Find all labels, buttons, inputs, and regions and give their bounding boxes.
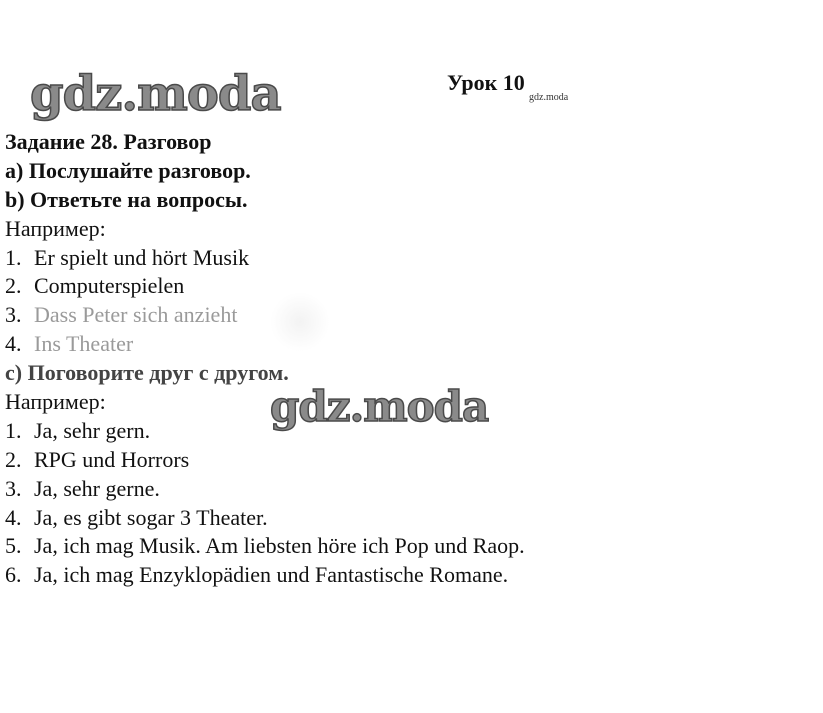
answer-text: Dass Peter sich anzieht: [34, 302, 238, 328]
answer-number: 6.: [5, 562, 22, 588]
lesson-title: Урок 10: [447, 70, 525, 95]
part-b-instruction: b) Ответьте на вопросы.: [5, 186, 248, 212]
answer-text: Computerspielen: [34, 273, 185, 299]
answer-c-5: [5, 532, 805, 561]
answer-text: Ja, ich mag Musik. Am liebsten höre ich Pop und Raop.: [34, 533, 525, 559]
answer-c-4: [5, 504, 805, 533]
answer-text: Ins Theater: [34, 331, 134, 357]
task-title: Задание 28. Разговор: [5, 129, 212, 154]
answer-number: 1.: [5, 417, 22, 443]
answer-text: Ja, sehr gerne.: [34, 475, 160, 501]
answer-number: 3.: [5, 475, 22, 501]
exercise-content: [5, 128, 805, 590]
answer-number: 4.: [5, 504, 22, 530]
answer-number: 1.: [5, 244, 22, 270]
example-label: Например:: [5, 215, 106, 241]
answer-number: 4.: [5, 331, 22, 357]
watermark-small: gdz.moda: [529, 92, 569, 103]
answer-c-3: [5, 475, 805, 504]
part-a-instruction: a) Послушайте разговор.: [5, 157, 251, 183]
answer-text: Ja, sehr gern.: [34, 417, 151, 443]
answer-text: RPG und Horrors: [34, 446, 190, 472]
answer-number: 2.: [5, 273, 22, 299]
part-c-instruction: c) Поговорите друг с другом.: [5, 360, 289, 386]
answer-text: Ja, es gibt sogar 3 Theater.: [34, 504, 268, 530]
answer-c-6: [5, 561, 805, 590]
answer-text: Ja, ich mag Enzyklopädien und Fantastische Romane.: [34, 562, 509, 588]
answer-b-2: [5, 272, 805, 301]
answer-number: 3.: [5, 302, 22, 328]
answer-b-3: [5, 301, 805, 330]
answer-b-1: [5, 244, 805, 273]
answer-c-2: [5, 446, 805, 475]
answer-text: Er spielt und hört Musik: [34, 244, 250, 270]
watermark-logo-top: gdz.moda: [30, 66, 281, 122]
answer-b-4: [5, 330, 805, 359]
example-label: Например:: [5, 389, 106, 415]
watermark-logo-middle: gdz.moda: [270, 382, 489, 431]
answer-number: 5.: [5, 533, 22, 559]
answer-number: 2.: [5, 446, 22, 472]
